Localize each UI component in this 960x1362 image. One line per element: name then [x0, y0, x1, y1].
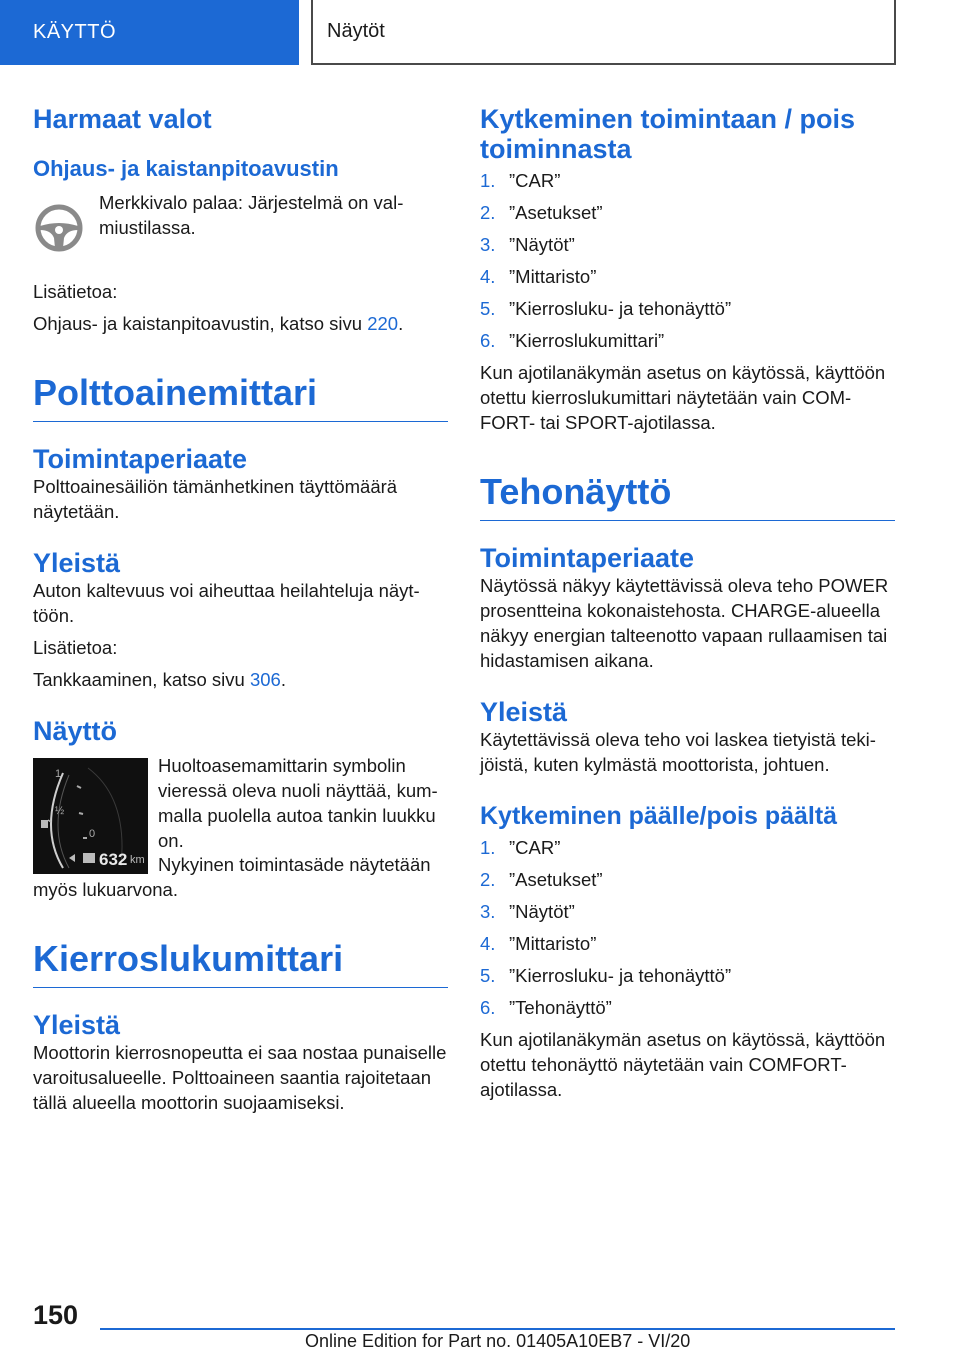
step-number: 3. — [480, 901, 496, 922]
steering-reference-text: Ohjaus- ja kaistanpitoavustin, katso sivu — [33, 313, 368, 334]
step-item — [480, 899, 895, 931]
step-item — [480, 264, 895, 296]
gauge-label-zero: 0 — [89, 828, 96, 840]
power-principle-heading: Toimintaperiaate — [480, 543, 695, 573]
step-number: 5. — [480, 965, 496, 986]
step-number: 1. — [480, 170, 496, 191]
rev-toggle-steps — [480, 168, 895, 360]
steering-indicator-block — [33, 192, 448, 259]
step-label: ”CAR” — [509, 170, 561, 191]
fuel-gauge-heading: Polttoainemittari — [33, 372, 448, 422]
steering-wheel-icon — [33, 202, 99, 259]
refuel-reference: Tankkaaminen, katso sivu 306. — [33, 669, 286, 690]
rev-general-text: Moottorin kierrosnopeutta ei saa nostaa punaiselle varoitusalueelle. Polttoaineen saantia rajoitetaan tällä alueella moottorin suojaamiseksi. — [33, 1042, 447, 1113]
steering-indicator-text: Merkkivalo palaa: Järjestelmä on valmiustilassa. — [99, 192, 404, 238]
grey-lights-heading: Harmaat valot — [33, 104, 212, 134]
fuel-principle-heading: Toimintaperiaate — [33, 444, 248, 474]
step-number: 3. — [480, 234, 496, 255]
step-label: ”Asetukset” — [509, 202, 603, 223]
gauge-range-value: 632 — [99, 850, 128, 869]
step-item — [480, 835, 895, 867]
step-label: ”Kierrosluku- ja tehonäyttö” — [509, 298, 732, 319]
more-info-label-2: Lisätietoa: — [33, 637, 118, 658]
step-item — [480, 867, 895, 899]
footer-divider — [100, 1328, 895, 1330]
step-item — [480, 200, 895, 232]
edition-text: Online Edition for Part no. 01405A10EB7 - VI/20 — [305, 1331, 691, 1351]
rev-counter-heading: Kierroslukumittari — [33, 938, 448, 988]
steering-reference: Ohjaus- ja kaistanpitoavustin, katso sivu 220. — [33, 313, 404, 334]
step-label: ”Kierrosluku- ja tehonäyttö” — [509, 965, 732, 986]
range-description: Nykyinen toimintasäde näytetään myös lukuarvona. — [33, 854, 431, 900]
step-label: ”Mittaristo” — [509, 266, 597, 287]
page-number: 150 — [33, 1300, 79, 1330]
page-link-306[interactable]: 306 — [249, 669, 281, 690]
step-item — [480, 963, 895, 995]
step-label: ”Mittaristo” — [509, 933, 597, 954]
gauge-range-unit: km — [130, 854, 145, 866]
step-number: 4. — [480, 933, 496, 954]
step-item — [480, 995, 895, 1027]
step-item — [480, 232, 895, 264]
section-tab — [0, 0, 299, 65]
section-label: KÄYTTÖ — [33, 21, 117, 43]
display-heading: Näyttö — [33, 716, 118, 746]
fuel-general-text: Auton kaltevuus voi aiheuttaa heilahteluja näyttöön. — [33, 580, 420, 626]
rev-toggle-heading: Kytkeminen toimintaan / pois toiminnasta — [480, 104, 856, 164]
step-number: 1. — [480, 837, 496, 858]
step-label: ”CAR” — [509, 837, 561, 858]
display-description: Huoltoasemamittarin symbolin vieressä oleva nuoli näyttää, kummalla puolella autoa tankin luukku on. — [158, 755, 438, 851]
power-toggle-heading: Kytkeminen päälle/pois päältä — [480, 802, 838, 830]
step-number: 2. — [480, 202, 496, 223]
right-column — [480, 100, 895, 1102]
steering-assist-heading: Ohjaus- ja kaistanpitoavustin — [33, 156, 339, 181]
fuel-general-heading: Yleistä — [33, 548, 121, 578]
power-toggle-note: Kun ajotilanäkymän asetus on käytössä, käyttöön otettu tehonäyttö näytetään vain COMFORT-ajotilassa. — [480, 1029, 886, 1100]
refuel-reference-text: Tankkaaminen, katso sivu — [33, 669, 250, 690]
step-label: ”Näytöt” — [509, 234, 575, 255]
step-item — [480, 328, 895, 360]
step-item — [480, 296, 895, 328]
step-number: 6. — [480, 330, 496, 351]
fuel-principle-text: Polttoainesäiliön tämänhetkinen täyttömäärä näytetään. — [33, 476, 398, 522]
step-number: 4. — [480, 266, 496, 287]
power-principle-text: Näytössä näkyy käytettävissä oleva teho POWER prosentteina kokonaistehosta. CHARGE-alueella näkyy energian talteenotto vapaan rullaamisen tai hidastamisen aikana. — [480, 575, 889, 671]
chapter-title-box — [311, 0, 896, 65]
step-number: 2. — [480, 869, 496, 890]
gauge-label-one: 1 — [55, 768, 62, 780]
step-label: ”Tehonäyttö” — [509, 997, 612, 1018]
more-info-label: Lisätietoa: — [33, 281, 118, 302]
step-label: ”Asetukset” — [509, 869, 603, 890]
step-number: 5. — [480, 298, 496, 319]
rev-general-heading: Yleistä — [33, 1010, 121, 1040]
step-item — [480, 931, 895, 963]
power-display-heading: Tehonäyttö — [480, 471, 895, 521]
step-label: ”Näytöt” — [509, 901, 575, 922]
gauge-label-half: ½ — [55, 805, 65, 817]
page-link-220[interactable]: 220 — [367, 313, 399, 334]
step-number: 6. — [480, 997, 496, 1018]
rev-toggle-note: Kun ajotilanäkymän asetus on käytössä, käyttöön otettu kierroslukumittari näytetään vain COMFORT- tai SPORT-ajotilassa. — [480, 362, 886, 433]
step-item — [480, 168, 895, 200]
power-toggle-steps — [480, 835, 895, 1027]
power-general-heading: Yleistä — [480, 697, 568, 727]
chapter-title: Näytöt — [327, 20, 385, 42]
step-label: ”Kierroslukumittari” — [509, 330, 665, 351]
left-column — [33, 100, 448, 1115]
power-general-text: Käytettävissä oleva teho voi laskea tietyistä tekijöistä, kuten kylmästä moottorista, johtuen. — [480, 729, 876, 775]
